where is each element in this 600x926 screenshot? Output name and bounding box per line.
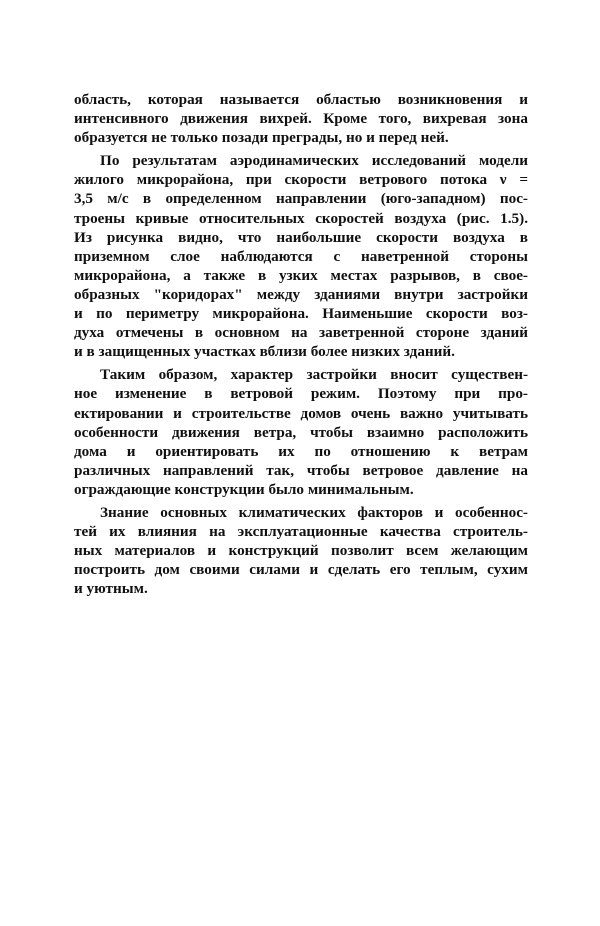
text-line: духа отмечены в основном на заветренной стороне зданий	[74, 324, 528, 342]
text-line: и уютным.	[74, 580, 148, 598]
text-line: особенности движения ветра, чтобы взаимно расположить	[74, 423, 528, 441]
text-line: 3,5 м/с в определенном направлении (юго-западном) пос-	[74, 190, 528, 208]
text-line: жилого микрорайона, при скорости ветрового потока ν =	[74, 171, 528, 189]
text-line: ектировании и строительстве домов очень важно учитывать	[74, 404, 528, 422]
text-line: и в защищенных участках вблизи более низких зданий.	[74, 343, 455, 361]
text-line: дома и ориентировать их по отношению к ветрам	[74, 442, 528, 460]
text-line: По результатам аэродинамических исследований модели	[100, 152, 528, 170]
text-line: интенсивного движения вихрей. Кроме того, вихревая зона	[74, 110, 528, 128]
text-line: ограждающие конструкции было минимальным.	[74, 480, 414, 498]
text-line: построить дом своими силами и сделать его теплым, сухим	[74, 561, 528, 579]
text-line: микрорайона, а также в узких местах разрывов, в свое-	[74, 266, 528, 284]
text-line: различных направлений так, чтобы ветровое давление на	[74, 461, 528, 479]
text-line: область, которая называется областью возникновения и	[74, 91, 528, 108]
text-line: троены кривые относительных скоростей воздуха (рис. 1.5).	[74, 209, 528, 227]
text-line: тей их влияния на эксплуатационные качества строитель-	[74, 523, 528, 541]
paragraph-building-layout	[74, 365, 528, 499]
text-line: и по периметру микрорайона. Наименьшие скорости воз-	[74, 305, 528, 323]
text-line: образных "коридорах" между зданиями внутри застройки	[74, 285, 528, 303]
text-line: приземном слое наблюдаются с наветренной стороны	[74, 247, 528, 265]
text-line: Таким образом, характер застройки вносит существен-	[100, 366, 528, 384]
text-line: ное изменение в ветровой режим. Поэтому при про-	[74, 385, 528, 403]
text-line: ных материалов и конструкций позволит всем желающим	[74, 542, 528, 560]
paragraph-vortex-zone	[74, 90, 528, 147]
text-line: Из рисунка видно, что наибольшие скорости воздуха в	[74, 228, 528, 246]
text-line: образуется не только позади преграды, но и перед ней.	[74, 129, 449, 147]
document-page	[74, 90, 528, 598]
paragraph-aerodynamic-study	[74, 151, 528, 361]
paragraph-conclusion	[74, 503, 528, 598]
text-line: Знание основных климатических факторов и особеннос-	[100, 503, 528, 521]
